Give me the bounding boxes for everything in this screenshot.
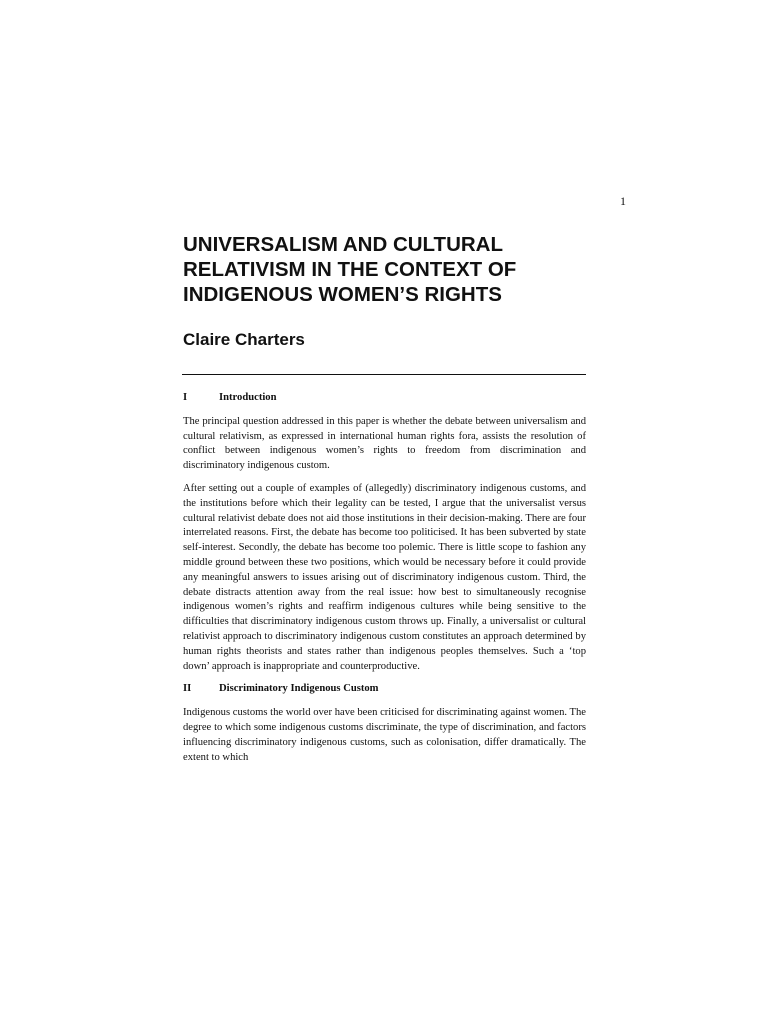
paragraph: Indigenous customs the world over have been criticised for discriminating against women. The degree to which some indigenous customs discriminate, the type of discrimination, and factors influencing discriminatory indigenous customs, such as colonisation, differ dramatically. The extent to which	[183, 707, 586, 763]
section-number: II	[183, 683, 192, 695]
article-body	[183, 391, 586, 773]
paragraph: After setting out a couple of examples of (allegedly) discriminatory indigenous customs, and the institutions before which their legality can be tested, I argue that the universalist versus cultural relativist debate does not aid those institutions in their decision-making. There are four interrelated reasons. First, the debate has become too politicised. It has been subverted by state self-interest. Secondly, the debate has become too polemic. There is little scope to fashion any middle ground between these two positions, which would be necessary before it could provide any meaningful answers to issues arising out of discriminatory indigenous custom. Third, the debate distracts attention away from the real issue: how best to simultaneously recognise indigenous women’s rights and reaffirm indigenous cultures while being sensitive to the difficulties that discriminatory indigenous custom throws up. Finally, a universalist or cultural relativist approach to discriminatory indigenous custom constitutes an approach determined by human rights theorists and states rather than indigenous peoples themselves. Such a ‘top down’ approach is inappropriate and counterproductive.	[183, 482, 586, 672]
paragraph: The principal question addressed in this paper is whether the debate between universalism and cultural relativism, as expressed in international human rights fora, assists the resolution of conflict between indigenous women’s rights to freedom from discrimination and discriminatory indigenous custom.	[183, 415, 586, 472]
article-title	[183, 232, 603, 307]
title-divider	[182, 374, 586, 375]
author-name: Claire Charters	[183, 330, 305, 349]
title-line: UNIVERSALISM AND CULTURAL	[183, 233, 504, 256]
section-number: I	[183, 392, 188, 403]
page-number: 1	[620, 194, 626, 208]
title-line: INDIGENOUS WOMEN’S RIGHTS	[183, 283, 502, 306]
section-heading-introduction	[183, 391, 586, 406]
title-line: RELATIVISM IN THE CONTEXT OF	[183, 258, 517, 281]
section-title: Discriminatory Indigenous Custom	[219, 683, 379, 695]
section-heading-discriminatory-custom	[183, 682, 586, 697]
section-title: Introduction	[219, 392, 277, 403]
